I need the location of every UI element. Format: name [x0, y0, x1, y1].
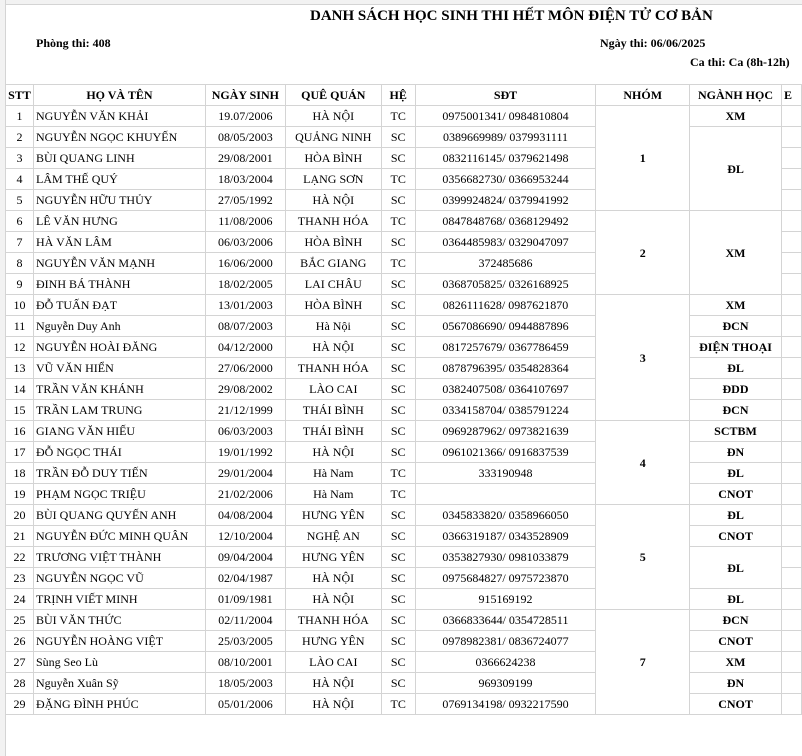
row-stt[interactable]: 11: [6, 316, 34, 337]
row-stt[interactable]: 19: [6, 484, 34, 505]
major-cell[interactable]: ĐL: [690, 589, 782, 610]
extra-cell[interactable]: [781, 526, 801, 547]
row-system[interactable]: TC: [381, 694, 415, 715]
table-row: [6, 106, 802, 127]
row-phone[interactable]: 0978982381/ 0836724077: [415, 631, 596, 652]
row-system[interactable]: SC: [381, 232, 415, 253]
row-dob[interactable]: 16/06/2000: [205, 253, 285, 274]
row-home[interactable]: Hà Nam: [285, 463, 381, 484]
row-dob[interactable]: 04/12/2000: [205, 337, 285, 358]
row-name[interactable]: NGUYỄN HOÀI ĐĂNG: [33, 337, 205, 358]
row-system[interactable]: TC: [381, 484, 415, 505]
row-dob[interactable]: 18/02/2005: [205, 274, 285, 295]
row-phone[interactable]: 0975684827/ 0975723870: [415, 568, 596, 589]
row-home[interactable]: THANH HÓA: [285, 610, 381, 631]
row-name[interactable]: VŨ VĂN HIỂN: [33, 358, 205, 379]
row-system[interactable]: TC: [381, 211, 415, 232]
row-name[interactable]: LÊ VĂN HƯNG: [33, 211, 205, 232]
row-dob[interactable]: 19/01/1992: [205, 442, 285, 463]
row-dob[interactable]: 21/12/1999: [205, 400, 285, 421]
row-home[interactable]: HÀ NỘI: [285, 694, 381, 715]
row-system[interactable]: SC: [381, 400, 415, 421]
extra-cell[interactable]: [781, 442, 801, 463]
row-phone[interactable]: 0878796395/ 0354828364: [415, 358, 596, 379]
exam-date: Ngày thi: 06/06/2025: [600, 36, 706, 50]
row-dob[interactable]: 18/05/2003: [205, 673, 285, 694]
row-dob[interactable]: 27/05/1992: [205, 190, 285, 211]
row-dob[interactable]: 08/05/2003: [205, 127, 285, 148]
major-cell[interactable]: ĐIỆN THOẠI: [690, 337, 782, 358]
header-system[interactable]: HỆ: [381, 85, 415, 106]
row-phone[interactable]: 0826111628/ 0987621870: [415, 295, 596, 316]
major-cell[interactable]: ĐL: [690, 505, 782, 526]
extra-cell[interactable]: [781, 694, 801, 715]
row-system[interactable]: SC: [381, 316, 415, 337]
row-name[interactable]: Nguyễn Duy Anh: [33, 316, 205, 337]
row-system[interactable]: SC: [381, 631, 415, 652]
header-major[interactable]: NGÀNH HỌC: [690, 85, 782, 106]
row-phone[interactable]: 0399924824/ 0379941992: [415, 190, 596, 211]
row-phone[interactable]: 0366833644/ 0354728511: [415, 610, 596, 631]
row-dob[interactable]: 05/01/2006: [205, 694, 285, 715]
row-stt[interactable]: 3: [6, 148, 34, 169]
row-stt[interactable]: 4: [6, 169, 34, 190]
major-cell[interactable]: SCTBM: [690, 421, 782, 442]
major-cell[interactable]: XM: [690, 652, 782, 673]
extra-cell[interactable]: [781, 631, 801, 652]
extra-cell[interactable]: [781, 232, 801, 253]
row-home[interactable]: HÀ NỘI: [285, 337, 381, 358]
row-name[interactable]: NGUYỄN HOÀNG VIỆT: [33, 631, 205, 652]
row-stt[interactable]: 25: [6, 610, 34, 631]
major-cell[interactable]: ĐN: [690, 442, 782, 463]
row-dob[interactable]: 19.07/2006: [205, 106, 285, 127]
row-name[interactable]: BÙI QUANG QUYẾN ANH: [33, 505, 205, 526]
row-name[interactable]: BÙI QUANG LINH: [33, 148, 205, 169]
row-name[interactable]: HÀ VĂN LÂM: [33, 232, 205, 253]
group-cell[interactable]: 7: [596, 610, 690, 715]
row-phone[interactable]: 0334158704/ 0385791224: [415, 400, 596, 421]
row-dob[interactable]: 08/07/2003: [205, 316, 285, 337]
row-system[interactable]: SC: [381, 148, 415, 169]
row-home[interactable]: HÒA BÌNH: [285, 295, 381, 316]
row-home[interactable]: HƯNG YÊN: [285, 505, 381, 526]
row-home[interactable]: THANH HÓA: [285, 358, 381, 379]
extra-cell[interactable]: [781, 358, 801, 379]
major-cell[interactable]: ĐN: [690, 673, 782, 694]
row-stt[interactable]: 16: [6, 421, 34, 442]
extra-cell[interactable]: [781, 127, 801, 148]
row-name[interactable]: Sùng Seo Lù: [33, 652, 205, 673]
row-system[interactable]: SC: [381, 190, 415, 211]
extra-cell[interactable]: [781, 505, 801, 526]
row-home[interactable]: HÒA BÌNH: [285, 148, 381, 169]
extra-cell[interactable]: [781, 106, 801, 127]
row-stt[interactable]: 29: [6, 694, 34, 715]
row-system[interactable]: TC: [381, 169, 415, 190]
row-home[interactable]: LAI CHÂU: [285, 274, 381, 295]
row-stt[interactable]: 6: [6, 211, 34, 232]
row-phone[interactable]: 0345833820/ 0358966050: [415, 505, 596, 526]
row-stt[interactable]: 10: [6, 295, 34, 316]
row-name[interactable]: TRƯƠNG VIỆT THÀNH: [33, 547, 205, 568]
row-name[interactable]: ĐẶNG ĐÌNH PHÚC: [33, 694, 205, 715]
row-phone[interactable]: 0366319187/ 0343528909: [415, 526, 596, 547]
table-row: [6, 610, 802, 631]
row-phone[interactable]: 0364485983/ 0329047097: [415, 232, 596, 253]
row-stt[interactable]: 23: [6, 568, 34, 589]
row-dob[interactable]: 12/10/2004: [205, 526, 285, 547]
row-system[interactable]: SC: [381, 526, 415, 547]
row-name[interactable]: TRẦN ĐỖ DUY TIẾN: [33, 463, 205, 484]
row-home[interactable]: THANH HÓA: [285, 211, 381, 232]
group-cell[interactable]: 4: [596, 421, 690, 505]
header-stt[interactable]: STT: [6, 85, 34, 106]
row-system[interactable]: SC: [381, 610, 415, 631]
row-dob[interactable]: 02/11/2004: [205, 610, 285, 631]
header-home[interactable]: QUÊ QUÁN: [285, 85, 381, 106]
table-row: [6, 421, 802, 442]
extra-cell[interactable]: [781, 400, 801, 421]
student-table: [5, 84, 802, 715]
header-name[interactable]: HỌ VÀ TÊN: [33, 85, 205, 106]
row-phone[interactable]: 0817257679/ 0367786459: [415, 337, 596, 358]
row-dob[interactable]: 27/06/2000: [205, 358, 285, 379]
row-dob[interactable]: 04/08/2004: [205, 505, 285, 526]
row-dob[interactable]: 06/03/2006: [205, 232, 285, 253]
sheet-title: DANH SÁCH HỌC SINH THI HẾT MÔN ĐIỆN TỬ CƠ BẢN: [310, 8, 713, 24]
row-phone[interactable]: 0975001341/ 0984810804: [415, 106, 596, 127]
row-dob[interactable]: 21/02/2006: [205, 484, 285, 505]
row-dob[interactable]: 29/01/2004: [205, 463, 285, 484]
header-dob[interactable]: NGÀY SINH: [205, 85, 285, 106]
extra-cell[interactable]: [781, 295, 801, 316]
row-stt[interactable]: 7: [6, 232, 34, 253]
row-home[interactable]: NGHỆ AN: [285, 526, 381, 547]
row-phone[interactable]: 0389669989/ 0379931111: [415, 127, 596, 148]
major-cell[interactable]: CNOT: [690, 526, 782, 547]
major-cell[interactable]: ĐL: [690, 463, 782, 484]
group-cell[interactable]: 5: [596, 505, 690, 610]
row-home[interactable]: THÁI BÌNH: [285, 400, 381, 421]
extra-cell[interactable]: [781, 190, 801, 211]
major-cell[interactable]: ĐCN: [690, 610, 782, 631]
major-cell[interactable]: ĐCN: [690, 316, 782, 337]
extra-cell[interactable]: [781, 463, 801, 484]
row-stt[interactable]: 12: [6, 337, 34, 358]
row-home[interactable]: LẠNG SƠN: [285, 169, 381, 190]
row-home[interactable]: HÀ NỘI: [285, 190, 381, 211]
row-name[interactable]: ĐINH BÁ THÀNH: [33, 274, 205, 295]
row-name[interactable]: NGUYỄN HỮU THỦY: [33, 190, 205, 211]
row-home[interactable]: HÀ NỘI: [285, 568, 381, 589]
row-system[interactable]: SC: [381, 505, 415, 526]
table-row: [6, 295, 802, 316]
row-home[interactable]: HÒA BÌNH: [285, 232, 381, 253]
extra-cell[interactable]: [781, 610, 801, 631]
table-row: [6, 211, 802, 232]
row-system[interactable]: SC: [381, 337, 415, 358]
major-cell[interactable]: ĐL: [690, 358, 782, 379]
row-dob[interactable]: 25/03/2005: [205, 631, 285, 652]
major-cell[interactable]: CNOT: [690, 484, 782, 505]
row-name[interactable]: ĐỖ NGỌC THÁI: [33, 442, 205, 463]
row-home[interactable]: HÀ NỘI: [285, 589, 381, 610]
row-phone[interactable]: 0366624238: [415, 652, 596, 673]
row-stt[interactable]: 14: [6, 379, 34, 400]
row-home[interactable]: THÁI BÌNH: [285, 421, 381, 442]
row-phone[interactable]: 0353827930/ 0981033879: [415, 547, 596, 568]
row-name[interactable]: NGUYỄN VĂN KHẢI: [33, 106, 205, 127]
row-home[interactable]: Hà Nam: [285, 484, 381, 505]
row-phone[interactable]: 0356682730/ 0366953244: [415, 169, 596, 190]
row-system[interactable]: SC: [381, 379, 415, 400]
extra-cell[interactable]: [781, 568, 801, 589]
group-cell[interactable]: 1: [596, 106, 690, 211]
row-stt[interactable]: 21: [6, 526, 34, 547]
extra-cell[interactable]: [781, 316, 801, 337]
row-stt[interactable]: 17: [6, 442, 34, 463]
row-home[interactable]: BẮC GIANG: [285, 253, 381, 274]
row-phone[interactable]: 0769134198/ 0932217590: [415, 694, 596, 715]
row-name[interactable]: Nguyễn Xuân Sỹ: [33, 673, 205, 694]
row-phone[interactable]: [415, 484, 596, 505]
row-stt[interactable]: 28: [6, 673, 34, 694]
row-stt[interactable]: 26: [6, 631, 34, 652]
row-name[interactable]: TRẦN LAM TRUNG: [33, 400, 205, 421]
row-system[interactable]: TC: [381, 253, 415, 274]
row-system[interactable]: SC: [381, 358, 415, 379]
major-cell[interactable]: ĐL: [690, 127, 782, 211]
group-cell[interactable]: 3: [596, 295, 690, 421]
row-dob[interactable]: 06/03/2003: [205, 421, 285, 442]
header-extra[interactable]: E: [781, 85, 801, 106]
row-phone[interactable]: 0567086690/ 0944887896: [415, 316, 596, 337]
extra-cell[interactable]: [781, 169, 801, 190]
row-dob[interactable]: 01/09/1981: [205, 589, 285, 610]
row-name[interactable]: LÂM THẾ QUÝ: [33, 169, 205, 190]
row-name[interactable]: NGUYỄN ĐỨC MINH QUÂN: [33, 526, 205, 547]
row-stt[interactable]: 9: [6, 274, 34, 295]
extra-cell[interactable]: [781, 547, 801, 568]
row-phone[interactable]: 0961021366/ 0916837539: [415, 442, 596, 463]
row-system[interactable]: SC: [381, 127, 415, 148]
row-system[interactable]: SC: [381, 652, 415, 673]
room-label: Phòng thi: 408: [36, 36, 111, 50]
row-dob[interactable]: 13/01/2003: [205, 295, 285, 316]
row-name[interactable]: BÙI VĂN THỨC: [33, 610, 205, 631]
extra-cell[interactable]: [781, 421, 801, 442]
extra-cell[interactable]: [781, 484, 801, 505]
row-stt[interactable]: 2: [6, 127, 34, 148]
row-home[interactable]: LÀO CAI: [285, 379, 381, 400]
row-name[interactable]: PHẠM NGỌC TRIỆU: [33, 484, 205, 505]
row-home[interactable]: Hà Nội: [285, 316, 381, 337]
row-phone[interactable]: 0969287962/ 0973821639: [415, 421, 596, 442]
row-stt[interactable]: 24: [6, 589, 34, 610]
row-system[interactable]: SC: [381, 673, 415, 694]
row-stt[interactable]: 27: [6, 652, 34, 673]
row-system[interactable]: SC: [381, 442, 415, 463]
row-home[interactable]: QUẢNG NINH: [285, 127, 381, 148]
row-home[interactable]: HƯNG YÊN: [285, 547, 381, 568]
major-cell[interactable]: CNOT: [690, 631, 782, 652]
row-stt[interactable]: 13: [6, 358, 34, 379]
row-dob[interactable]: 29/08/2001: [205, 148, 285, 169]
row-home[interactable]: HÀ NỘI: [285, 106, 381, 127]
major-cell[interactable]: ĐL: [690, 547, 782, 589]
row-dob[interactable]: 29/08/2002: [205, 379, 285, 400]
row-name[interactable]: TRẦN VĂN KHÁNH: [33, 379, 205, 400]
row-stt[interactable]: 5: [6, 190, 34, 211]
row-home[interactable]: HÀ NỘI: [285, 673, 381, 694]
row-name[interactable]: ĐỖ TUẤN ĐẠT: [33, 295, 205, 316]
row-name[interactable]: NGUYỄN NGỌC VŨ: [33, 568, 205, 589]
major-cell[interactable]: ĐCN: [690, 400, 782, 421]
row-name[interactable]: TRỊNH VIẾT MINH: [33, 589, 205, 610]
table-row: [6, 505, 802, 526]
row-phone[interactable]: 333190948: [415, 463, 596, 484]
row-home[interactable]: HÀ NỘI: [285, 442, 381, 463]
header-phone[interactable]: SĐT: [415, 85, 596, 106]
row-system[interactable]: TC: [381, 463, 415, 484]
extra-cell[interactable]: [781, 652, 801, 673]
row-system[interactable]: SC: [381, 589, 415, 610]
row-stt[interactable]: 15: [6, 400, 34, 421]
major-cell[interactable]: CNOT: [690, 694, 782, 715]
row-home[interactable]: HƯNG YÊN: [285, 631, 381, 652]
row-stt[interactable]: 18: [6, 463, 34, 484]
row-system[interactable]: SC: [381, 421, 415, 442]
row-name[interactable]: NGUYỄN VĂN MẠNH: [33, 253, 205, 274]
group-cell[interactable]: 2: [596, 211, 690, 295]
row-phone[interactable]: 969309199: [415, 673, 596, 694]
header-row: [6, 85, 802, 106]
row-system[interactable]: SC: [381, 547, 415, 568]
row-dob[interactable]: 02/04/1987: [205, 568, 285, 589]
exam-shift: Ca thi: Ca (8h-12h): [690, 55, 790, 69]
row-phone[interactable]: 915169192: [415, 589, 596, 610]
row-phone[interactable]: 0832116145/ 0379621498: [415, 148, 596, 169]
row-stt[interactable]: 20: [6, 505, 34, 526]
row-dob[interactable]: 08/10/2001: [205, 652, 285, 673]
major-cell[interactable]: XM: [690, 106, 782, 127]
major-cell[interactable]: XM: [690, 211, 782, 295]
column-header-strip: [0, 0, 802, 5]
row-system[interactable]: SC: [381, 295, 415, 316]
row-phone[interactable]: 0368705825/ 0326168925: [415, 274, 596, 295]
row-system[interactable]: SC: [381, 568, 415, 589]
row-phone[interactable]: 0847848768/ 0368129492: [415, 211, 596, 232]
row-home[interactable]: LÀO CAI: [285, 652, 381, 673]
row-system[interactable]: SC: [381, 274, 415, 295]
row-phone[interactable]: 372485686: [415, 253, 596, 274]
extra-cell[interactable]: [781, 274, 801, 295]
header-group[interactable]: NHÓM: [596, 85, 690, 106]
extra-cell[interactable]: [781, 211, 801, 232]
major-cell[interactable]: ĐDD: [690, 379, 782, 400]
row-phone[interactable]: 0382407508/ 0364107697: [415, 379, 596, 400]
row-dob[interactable]: 09/04/2004: [205, 547, 285, 568]
extra-cell[interactable]: [781, 253, 801, 274]
row-system[interactable]: TC: [381, 106, 415, 127]
extra-cell[interactable]: [781, 337, 801, 358]
major-cell[interactable]: XM: [690, 295, 782, 316]
extra-cell[interactable]: [781, 589, 801, 610]
row-stt[interactable]: 22: [6, 547, 34, 568]
extra-cell[interactable]: [781, 148, 801, 169]
row-stt[interactable]: 1: [6, 106, 34, 127]
row-name[interactable]: NGUYỄN NGỌC KHUYẾN: [33, 127, 205, 148]
extra-cell[interactable]: [781, 379, 801, 400]
row-dob[interactable]: 18/03/2004: [205, 169, 285, 190]
extra-cell[interactable]: [781, 673, 801, 694]
row-stt[interactable]: 8: [6, 253, 34, 274]
row-dob[interactable]: 11/08/2006: [205, 211, 285, 232]
row-name[interactable]: GIANG VĂN HIẾU: [33, 421, 205, 442]
